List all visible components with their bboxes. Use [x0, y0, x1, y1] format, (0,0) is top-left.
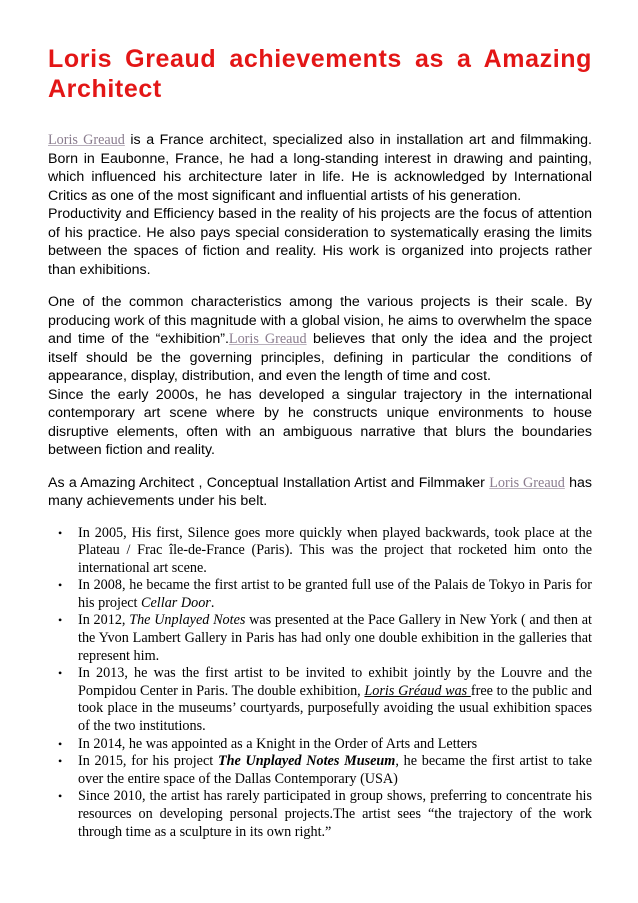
item-2008-text: In 2008, he became the first artist to be granted full use of the Palais de Tokyo in Paris for his project	[78, 577, 592, 611]
scale-text-after: believes that only the idea and the project itself should be the governing principles, defining in particular the conditions of appearance, display, distribution, and even the length of time and cost.	[48, 331, 592, 384]
item-2010-text: Since 2010, the artist has rarely participated in group shows, preferring to concentrate his resources on developing personal projects.The artist sees “the trajectory of the work through time as a sculpture in its own right.”	[78, 788, 592, 840]
loris-greaud-link-3[interactable]: Loris Greaud	[489, 474, 565, 491]
item-2013-rest: free to the public and took place in the museums’ courtyards, purposefully avoiding the usual exhibition spaces of the two institutions.	[78, 682, 592, 735]
list-item	[48, 577, 592, 612]
achievements-intro-before: As a Amazing Architect , Conceptual Installation Artist and Filmmaker	[48, 474, 490, 491]
unplayed-notes-museum-title: The Unplayed Notes Museum	[217, 753, 396, 770]
item-2008-end: .	[210, 594, 215, 611]
bullet-icon: •	[58, 613, 63, 628]
scale-paragraph	[48, 293, 592, 386]
list-item	[48, 665, 592, 735]
list-item	[48, 788, 592, 841]
bullet-icon: •	[58, 666, 63, 681]
bullet-icon: •	[58, 736, 63, 751]
item-2014-text: In 2014, he was appointed as a Knight in the Order of Arts and Letters	[78, 735, 478, 752]
achievements-list	[48, 525, 592, 842]
item-2012-rest: was presented at the Pace Gallery in New York ( and then at the Yvon Lambert Gallery in Paris has had only one double exhibition in the galleries that represent him.	[78, 612, 592, 664]
bullet-icon: •	[58, 578, 63, 593]
list-item	[48, 753, 592, 788]
item-2015-rest: , he became the first artist to take over the entire space of the Dallas Contemporary (USA)	[78, 753, 593, 787]
loris-greaud-exhibition-title: Loris Gréaud was	[364, 682, 471, 699]
item-2005-text: In 2005, His first, Silence goes more quickly when played backwards, took place at the Plateau / Frac île-de-France (Paris). This was the project that rocketed him onto the international art scene.	[78, 524, 592, 576]
item-2012-text: In 2012,	[78, 612, 130, 629]
achievements-intro-after: has many achievements under his belt.	[48, 474, 592, 509]
item-2015-text: In 2015, for his project	[78, 753, 218, 770]
achievements-intro	[48, 474, 592, 511]
scale-text-before: One of the common characteristics among the various projects is their scale. By producing work of this magnitude with a global vision, he aims to overwhelm the space and time of the “exhibition”.	[48, 294, 592, 347]
productivity-paragraph: Productivity and Efficiency based in the reality of his projects are the focus of attention of his practice. He also pays special consideration to systematically erasing the limits between the spaces of fiction and reality. His work is organized into projects rather than exhibitions.	[48, 206, 592, 278]
cellar-door-title: Cellar Door	[141, 594, 211, 611]
bullet-icon: •	[58, 789, 63, 804]
item-2013-text: In 2013, he was the first artist to be invited to exhibit jointly by the Louvre and the Pompidou Center in Paris. The double exhibition,	[78, 665, 592, 699]
intro-paragraph	[48, 131, 592, 205]
unplayed-notes-title: The Unplayed Notes	[129, 612, 246, 629]
page-title: Loris Greaud achievements as a Amazing Architect	[48, 45, 592, 103]
intro-text: is a France architect, specialized also in installation art and filmmaking. Born in Eaubonne, France, he had a long-standing interest in drawing and painting, which influenced his architecture later in life. He is acknowledged by International Critics as one of the most significant and influential artists of his generation.	[48, 132, 592, 204]
bullet-icon: •	[58, 525, 63, 540]
list-item	[48, 525, 592, 578]
loris-greaud-link-1[interactable]: Loris Greaud	[48, 132, 125, 148]
document-page	[48, 44, 592, 841]
bullet-icon: •	[58, 754, 63, 769]
trajectory-paragraph: Since the early 2000s, he has developed a singular trajectory in the international contemporary art scene where by he constructs unique environments to house disruptive elements, often with an ambiguous narrative that blurs the boundaries between fiction and reality.	[48, 386, 592, 458]
loris-greaud-link-2[interactable]: Loris Greaud	[228, 331, 307, 347]
list-item	[48, 736, 592, 754]
list-item	[48, 612, 592, 665]
